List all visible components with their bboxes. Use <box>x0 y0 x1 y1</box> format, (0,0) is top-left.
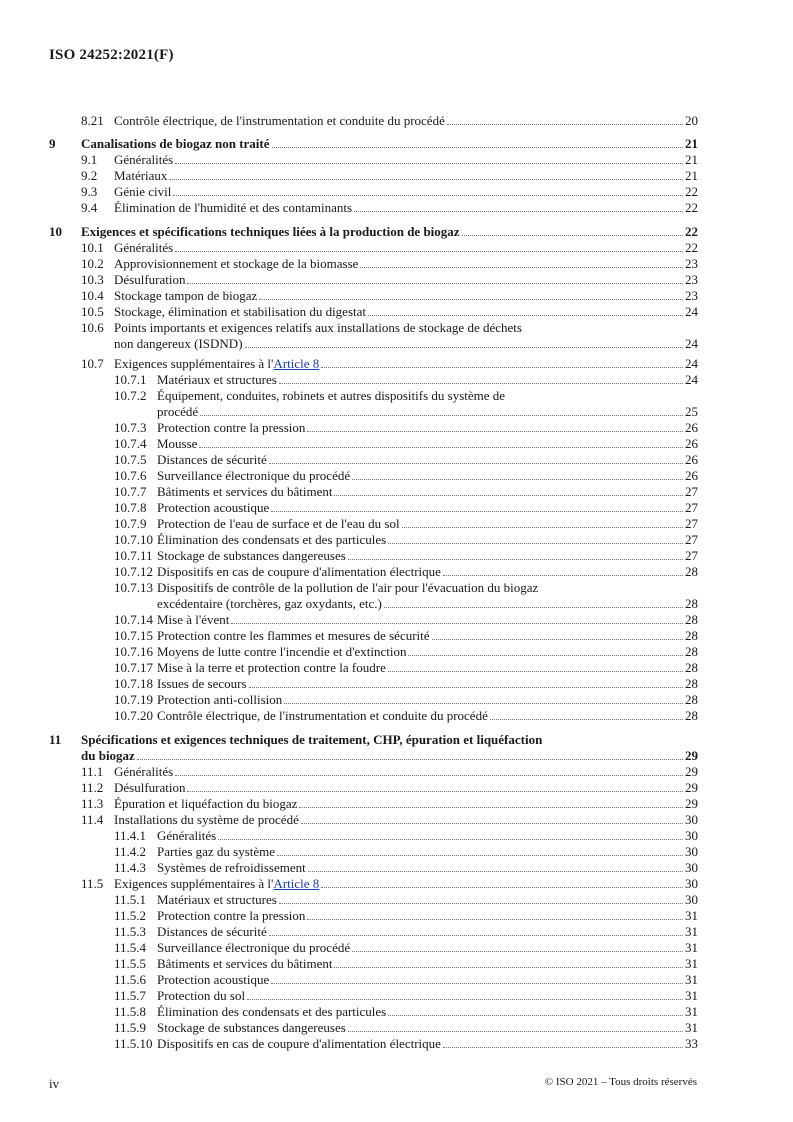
toc-page-number: 29 <box>685 796 698 811</box>
toc-entry[interactable] <box>157 908 698 924</box>
dot-leader <box>277 855 683 856</box>
dot-leader <box>321 367 683 368</box>
dot-leader <box>443 575 683 576</box>
toc-page-number: 27 <box>685 500 698 515</box>
toc-entry-title: Dispositifs en cas de coupure d'alimentation électrique <box>157 564 441 579</box>
toc-entry-number: 10.7.12 <box>114 564 153 579</box>
toc-page-number: 29 <box>685 780 698 795</box>
toc-entry[interactable] <box>157 372 698 388</box>
toc-entry-title: Stockage de substances dangereuses <box>157 548 346 563</box>
toc-entry-number: 10.7.5 <box>114 452 147 467</box>
dot-leader <box>269 463 683 464</box>
dot-leader <box>352 479 683 480</box>
toc-entry-title: Canalisations de biogaz non traité <box>81 136 270 151</box>
toc-page-number: 24 <box>685 304 698 319</box>
toc-entry[interactable] <box>81 224 698 240</box>
toc-entry-title: Distances de sécurité <box>157 452 267 467</box>
toc-page-number: 27 <box>685 516 698 531</box>
toc-entry-title: Généralités <box>114 240 174 255</box>
toc-entry-number: 10.7.4 <box>114 436 147 451</box>
toc-entry-number: 11.5.10 <box>114 1036 153 1051</box>
toc-entry[interactable] <box>157 988 698 1004</box>
toc-entry[interactable] <box>114 876 698 892</box>
toc-page-number: 28 <box>685 692 698 707</box>
toc-page-number: 30 <box>685 876 698 891</box>
toc-page-number: 28 <box>685 596 698 611</box>
toc-page-number: 21 <box>685 136 698 151</box>
toc-page-number: 22 <box>685 184 698 199</box>
toc-entry-title: Mousse <box>157 436 198 451</box>
toc-page-number: 23 <box>685 256 698 271</box>
toc-entry[interactable] <box>157 564 698 580</box>
toc-entry-title: Exigences supplémentaires à l' <box>114 356 274 371</box>
toc-entry-number: 10 <box>49 224 62 239</box>
dot-leader <box>245 347 683 348</box>
dot-leader <box>199 447 683 448</box>
toc-entry-number: 11.4 <box>81 812 104 827</box>
toc-entry-number: 10.7.1 <box>114 372 147 387</box>
dot-leader <box>271 511 683 512</box>
dot-leader <box>169 179 683 180</box>
toc-entry[interactable] <box>157 676 698 692</box>
dot-leader <box>187 791 683 792</box>
toc-entry-title: Épuration et liquéfaction du biogaz <box>114 796 298 811</box>
toc-page-number: 26 <box>685 436 698 451</box>
toc-page-number: 31 <box>685 908 698 923</box>
dot-leader <box>388 671 683 672</box>
toc-page-number: 26 <box>685 468 698 483</box>
toc-entry-title: Dispositifs de contrôle de la pollution de l'air pour l'évacuation du biogaz <box>157 580 539 595</box>
dot-leader <box>354 211 683 212</box>
toc-page-number: 29 <box>685 748 698 763</box>
toc-entry-title: Exigences supplémentaires à l' <box>114 876 274 891</box>
toc-entry[interactable] <box>157 1036 698 1052</box>
toc-entry[interactable] <box>157 452 698 468</box>
toc-page-number: 30 <box>685 812 698 827</box>
toc-page-number: 31 <box>685 1004 698 1019</box>
toc-entry[interactable] <box>157 972 698 988</box>
toc-entry-title: Issues de secours <box>157 676 247 691</box>
toc-entry[interactable] <box>114 356 698 372</box>
toc-entry[interactable] <box>114 200 698 216</box>
dot-leader <box>259 299 683 300</box>
toc-entry[interactable] <box>157 1020 698 1036</box>
toc-entry-number: 11 <box>49 732 62 747</box>
toc-entry-number: 11.1 <box>81 764 104 779</box>
toc-entry-title: Matériaux <box>114 168 168 183</box>
toc-entry-title: Mise à l'évent <box>157 612 230 627</box>
toc-entry-title: Génie civil <box>114 184 172 199</box>
dot-leader <box>279 903 683 904</box>
toc-entry[interactable] <box>157 708 698 724</box>
toc-entry-title: Distances de sécurité <box>157 924 267 939</box>
toc-page-number: 23 <box>685 288 698 303</box>
toc-entry-number: 10.4 <box>81 288 104 303</box>
toc-entry-title-continuation: procédé <box>157 404 199 419</box>
dot-leader <box>402 527 683 528</box>
toc-entry-title: Stockage, élimination et stabilisation du digestat <box>114 304 367 319</box>
toc-entry-number: 11.2 <box>81 780 104 795</box>
toc-entry-title: Protection anti-collision <box>157 692 283 707</box>
toc-page-number: 31 <box>685 940 698 955</box>
toc-entry-number: 11.5.8 <box>114 1004 147 1019</box>
toc-entry-title: Spécifications et exigences techniques de traitement, CHP, épuration et liquéfaction <box>81 732 543 747</box>
toc-page-number: 26 <box>685 420 698 435</box>
toc-entry-title: Contrôle électrique, de l'instrumentation et conduite du procédé <box>157 708 488 723</box>
toc-page-number: 28 <box>685 612 698 627</box>
toc-entry-number: 10.7.19 <box>114 692 153 707</box>
toc-page-number: 21 <box>685 152 698 167</box>
toc-page-number: 22 <box>685 224 698 239</box>
toc-entry-title: Élimination des condensats et des particules <box>157 1004 387 1019</box>
toc-entry-title: Approvisionnement et stockage de la biomasse <box>114 256 359 271</box>
dot-leader <box>334 495 683 496</box>
toc-entry-number: 10.7.20 <box>114 708 153 723</box>
dot-leader <box>137 759 683 760</box>
toc-page-number: 23 <box>685 272 698 287</box>
toc-entry[interactable] <box>157 1004 698 1020</box>
toc-entry-title: Protection contre les flammes et mesures de sécurité <box>157 628 430 643</box>
toc-entry-title: Surveillance électronique du procédé <box>157 940 351 955</box>
toc-page-number: 27 <box>685 532 698 547</box>
toc-entry-title: Élimination de l'humidité et des contaminants <box>114 200 353 215</box>
toc-entry-title: Installations du système de procédé <box>114 812 299 827</box>
toc-entry-title: Parties gaz du système <box>157 844 276 859</box>
toc-entry-continuation[interactable] <box>81 748 698 764</box>
toc-entry[interactable] <box>114 304 698 320</box>
toc-entry-title: Protection contre la pression <box>157 908 306 923</box>
toc-page-number: 21 <box>685 168 698 183</box>
dot-leader <box>175 775 683 776</box>
toc-entry-title-continuation: non dangereux (ISDND) <box>114 336 243 351</box>
toc-page-number: 30 <box>685 844 698 859</box>
toc-entry-number: 11.4.3 <box>114 860 147 875</box>
toc-page-number: 30 <box>685 860 698 875</box>
toc-entry-number: 10.7.8 <box>114 500 147 515</box>
toc-page-number: 31 <box>685 988 698 1003</box>
toc-page-number: 30 <box>685 892 698 907</box>
toc-page-number: 20 <box>685 113 698 128</box>
toc-page-number: 24 <box>685 356 698 371</box>
toc-entry-number: 9.1 <box>81 152 98 167</box>
toc-entry-title: Protection de l'eau de surface et de l'eau du sol <box>157 516 400 531</box>
toc-entry-title: Exigences et spécifications techniques liées à la production de biogaz <box>81 224 460 239</box>
dot-leader <box>284 703 683 704</box>
toc-entry-number: 11.5.9 <box>114 1020 147 1035</box>
toc-entry[interactable] <box>114 288 698 304</box>
toc-entry-number: 11.5.3 <box>114 924 147 939</box>
toc-entry[interactable] <box>114 272 698 288</box>
dot-leader <box>408 655 683 656</box>
toc-entry[interactable] <box>81 136 698 152</box>
toc-entry[interactable] <box>157 516 698 532</box>
toc-entry-title: Dispositifs en cas de coupure d'alimentation électrique <box>157 1036 441 1051</box>
toc-page-number: 24 <box>685 336 698 351</box>
dot-leader <box>301 823 683 824</box>
copyright-notice: © ISO 2021 – Tous droits réservés <box>544 1076 697 1088</box>
toc-entry[interactable] <box>157 860 698 876</box>
toc-entry[interactable] <box>114 152 698 168</box>
toc-entry-number: 10.7.17 <box>114 660 153 675</box>
toc-entry-number: 10.7.13 <box>114 580 153 595</box>
toc-page-number: 28 <box>685 660 698 675</box>
toc-entry[interactable] <box>114 168 698 184</box>
dot-leader <box>443 1047 683 1048</box>
toc-page-number: 28 <box>685 564 698 579</box>
toc-entry-title: Stockage tampon de biogaz <box>114 288 258 303</box>
article-link[interactable]: Article 8 <box>273 356 320 371</box>
dot-leader <box>321 887 683 888</box>
toc-entry-title: Stockage de substances dangereuses <box>157 1020 346 1035</box>
toc-entry[interactable] <box>114 812 698 828</box>
toc-page-number: 28 <box>685 676 698 691</box>
toc-entry[interactable] <box>81 732 658 748</box>
toc-entry-number: 11.5.6 <box>114 972 147 987</box>
toc-entry[interactable] <box>114 780 698 796</box>
toc-page-number: 25 <box>685 404 698 419</box>
dot-leader <box>187 283 683 284</box>
toc-entry[interactable] <box>157 500 698 516</box>
toc-entry-continuation[interactable] <box>157 404 698 420</box>
toc-entry[interactable] <box>114 256 698 272</box>
dot-leader <box>308 871 683 872</box>
toc-entry[interactable] <box>157 548 698 564</box>
toc-entry-number: 11.3 <box>81 796 104 811</box>
toc-page-number: 31 <box>685 1020 698 1035</box>
article-link[interactable]: Article 8 <box>273 876 320 891</box>
dot-leader <box>249 687 683 688</box>
toc-page-number: 31 <box>685 956 698 971</box>
toc-page-number: 28 <box>685 644 698 659</box>
toc-entry-number: 10.7.16 <box>114 644 153 659</box>
document-id-header: ISO 24252:2021(F) <box>49 47 174 63</box>
dot-leader <box>334 967 683 968</box>
toc-entry-number: 10.7.14 <box>114 612 153 627</box>
dot-leader <box>307 431 683 432</box>
toc-entry[interactable] <box>157 532 698 548</box>
toc-entry[interactable] <box>157 828 698 844</box>
dot-leader <box>175 251 683 252</box>
toc-entry-number: 11.5.7 <box>114 988 147 1003</box>
toc-entry[interactable] <box>114 113 698 129</box>
toc-entry-number: 11.5.5 <box>114 956 147 971</box>
dot-leader <box>432 639 683 640</box>
toc-entry[interactable] <box>114 320 658 336</box>
dot-leader <box>271 983 683 984</box>
toc-entry-number: 10.2 <box>81 256 104 271</box>
toc-entry-title: Points importants et exigences relatifs aux installations de stockage de déchets <box>114 320 522 335</box>
toc-entry-title: Généralités <box>157 828 217 843</box>
toc-page-number: 22 <box>685 200 698 215</box>
toc-entry-number: 9.2 <box>81 168 98 183</box>
toc-page-number: 28 <box>685 708 698 723</box>
toc-entry-number: 10.7.7 <box>114 484 147 499</box>
toc-entry-title: Protection du sol <box>157 988 246 1003</box>
dot-leader <box>200 415 683 416</box>
toc-entry[interactable] <box>114 184 698 200</box>
dot-leader <box>307 919 683 920</box>
toc-entry-number: 10.7 <box>81 356 104 371</box>
toc-entry-number: 11.4.1 <box>114 828 147 843</box>
toc-entry-title: Généralités <box>114 152 174 167</box>
toc-entry-number: 10.3 <box>81 272 104 287</box>
toc-entry-number: 10.1 <box>81 240 104 255</box>
toc-page-number: 28 <box>685 628 698 643</box>
dot-leader <box>462 235 683 236</box>
page-number: iv <box>49 1076 60 1091</box>
toc-page-number: 22 <box>685 240 698 255</box>
toc-entry[interactable] <box>114 764 698 780</box>
toc-entry-number: 9 <box>49 136 56 151</box>
toc-entry[interactable] <box>157 956 698 972</box>
toc-entry-title: Contrôle électrique, de l'instrumentation et conduite du procédé <box>114 113 445 128</box>
toc-page-number: 27 <box>685 484 698 499</box>
toc-entry-number: 10.7.6 <box>114 468 147 483</box>
toc-entry-number: 10.7.11 <box>114 548 153 563</box>
toc-entry[interactable] <box>157 612 698 628</box>
toc-entry-number: 9.3 <box>81 184 98 199</box>
toc-entry[interactable] <box>157 420 698 436</box>
toc-entry-number: 11.5 <box>81 876 104 891</box>
toc-entry[interactable] <box>157 924 698 940</box>
dot-leader <box>388 1015 683 1016</box>
dot-leader <box>272 147 683 148</box>
toc-page-number: 29 <box>685 764 698 779</box>
toc-entry[interactable] <box>157 892 698 908</box>
toc-entry-number: 10.7.15 <box>114 628 153 643</box>
toc-entry[interactable] <box>114 240 698 256</box>
toc-entry[interactable] <box>157 436 698 452</box>
toc-entry-number: 10.7.18 <box>114 676 153 691</box>
dot-leader <box>231 623 683 624</box>
toc-entry-title: Bâtiments et services du bâtiment <box>157 956 333 971</box>
toc-entry[interactable] <box>157 388 658 404</box>
toc-entry-title: Surveillance électronique du procédé <box>157 468 351 483</box>
dot-leader <box>348 1031 683 1032</box>
toc-entry-number: 10.7.2 <box>114 388 147 403</box>
toc-entry-number: 11.5.2 <box>114 908 147 923</box>
dot-leader <box>368 315 683 316</box>
dot-leader <box>173 195 683 196</box>
toc-entry[interactable] <box>157 628 698 644</box>
toc-entry-title-continuation: du biogaz <box>81 748 135 763</box>
dot-leader <box>360 267 683 268</box>
dot-leader <box>279 383 683 384</box>
toc-entry[interactable] <box>157 692 698 708</box>
toc-entry-continuation[interactable] <box>114 336 698 352</box>
toc-entry-number: 10.7.9 <box>114 516 147 531</box>
dot-leader <box>299 807 683 808</box>
dot-leader <box>348 559 683 560</box>
toc-entry-title: Moyens de lutte contre l'incendie et d'extinction <box>157 644 407 659</box>
toc-entry-number: 8.21 <box>81 113 104 128</box>
toc-entry[interactable] <box>157 468 698 484</box>
toc-entry-title: Protection acoustique <box>157 972 270 987</box>
dot-leader <box>447 124 683 125</box>
toc-entry-title: Matériaux et structures <box>157 892 277 907</box>
toc-entry-title: Protection acoustique <box>157 500 270 515</box>
toc-entry-title: Désulfuration <box>114 272 186 287</box>
toc-page-number: 31 <box>685 972 698 987</box>
toc-entry[interactable] <box>157 580 658 596</box>
toc-entry-title: Équipement, conduites, robinets et autres dispositifs du système de <box>157 388 506 403</box>
dot-leader <box>269 935 683 936</box>
toc-entry[interactable] <box>114 796 698 812</box>
toc-entry[interactable] <box>157 484 698 500</box>
toc-entry-continuation[interactable] <box>157 596 698 612</box>
toc-entry[interactable] <box>157 940 698 956</box>
toc-page-number: 27 <box>685 548 698 563</box>
toc-entry[interactable] <box>157 644 698 660</box>
dot-leader <box>175 163 683 164</box>
toc-entry-number: 9.4 <box>81 200 98 215</box>
toc-entry-number: 10.7.3 <box>114 420 147 435</box>
toc-entry-number: 10.6 <box>81 320 104 335</box>
dot-leader <box>384 607 683 608</box>
toc-page-number: 30 <box>685 828 698 843</box>
dot-leader <box>218 839 683 840</box>
toc-entry-title: Protection contre la pression <box>157 420 306 435</box>
toc-entry[interactable] <box>157 844 698 860</box>
toc-page-number: 24 <box>685 372 698 387</box>
toc-entry-title: Matériaux et structures <box>157 372 277 387</box>
toc-entry-number: 10.5 <box>81 304 104 319</box>
dot-leader <box>352 951 683 952</box>
dot-leader <box>247 999 683 1000</box>
toc-entry-title: Généralités <box>114 764 174 779</box>
toc-entry-title: Bâtiments et services du bâtiment <box>157 484 333 499</box>
toc-entry-number: 11.5.4 <box>114 940 147 955</box>
toc-page-number: 33 <box>685 1036 698 1051</box>
dot-leader <box>388 543 683 544</box>
toc-page-number: 31 <box>685 924 698 939</box>
toc-entry-title: Systèmes de refroidissement <box>157 860 306 875</box>
toc-entry[interactable] <box>157 660 698 676</box>
toc-entry-number: 11.5.1 <box>114 892 147 907</box>
toc-entry-number: 11.4.2 <box>114 844 147 859</box>
toc-entry-title: Élimination des condensats et des particules <box>157 532 387 547</box>
toc-entry-title: Désulfuration <box>114 780 186 795</box>
toc-page-number: 26 <box>685 452 698 467</box>
dot-leader <box>490 719 683 720</box>
toc-entry-number: 10.7.10 <box>114 532 153 547</box>
toc-entry-title-continuation: excédentaire (torchères, gaz oxydants, etc.) <box>157 596 382 611</box>
toc-entry-title: Mise à la terre et protection contre la foudre <box>157 660 386 675</box>
